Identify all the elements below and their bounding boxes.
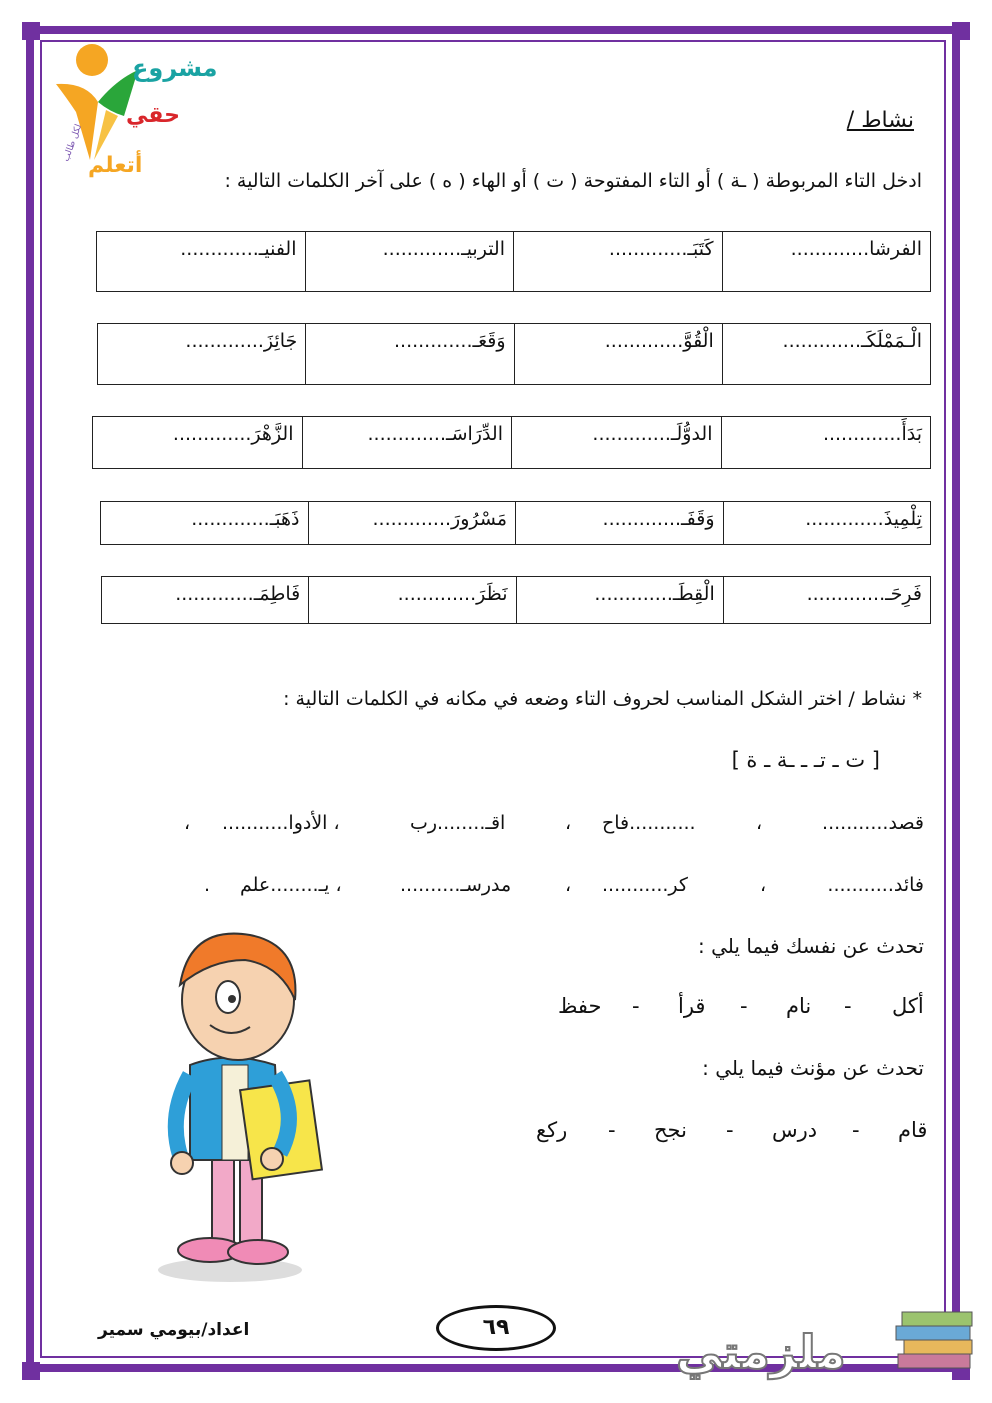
frame-corner bbox=[22, 1362, 40, 1380]
verb: أكل bbox=[892, 994, 924, 1018]
frame-corner bbox=[22, 22, 40, 40]
word-cell: جَائِزَ............. bbox=[98, 324, 306, 385]
activity1-instruction: ادخل التاء المربوطة ( ـة ) أو التاء المفتوحة ( ت ) أو الهاء ( ه ) على آخر الكلمات التالية : bbox=[224, 170, 922, 192]
word-cell: الْـمَمْلَكَـ............. bbox=[722, 324, 930, 385]
letter-choices: [ ت ـ تـ ـ ـة ـ ة ] bbox=[731, 748, 880, 772]
word-cell: التربيـ............. bbox=[305, 232, 514, 292]
dash: - bbox=[844, 994, 852, 1018]
author-credit: اعداد/بيومي سمير bbox=[98, 1320, 250, 1340]
word-cell: كَتَبَـ............. bbox=[514, 232, 723, 292]
page-number: ٦٩ bbox=[436, 1305, 556, 1351]
verb: نجح bbox=[654, 1118, 687, 1142]
fill-line-2-item: مدرسـ.......... bbox=[400, 874, 512, 896]
word-cell: الْقِطَـ............. bbox=[516, 577, 723, 624]
word-cell: الفرشا............. bbox=[722, 232, 931, 292]
dash: - bbox=[852, 1118, 860, 1142]
word-cell: وَقَفَـ............. bbox=[516, 502, 724, 545]
verb: نام bbox=[786, 994, 812, 1018]
word-cell: الدوُّلَـ............. bbox=[512, 417, 722, 469]
dash: - bbox=[632, 994, 640, 1018]
word-table-row-5 bbox=[101, 576, 931, 624]
word-cell: وَقَعَـ............. bbox=[306, 324, 514, 385]
activity2-instruction: * نشاط / اختر الشكل المناسب لحروف التاء وضعه في مكانه في الكلمات التالية : bbox=[283, 688, 922, 710]
fill-line-1-item: ، الأدوا........... bbox=[222, 812, 340, 834]
logo-side-text: لكل طالب bbox=[61, 123, 85, 164]
word-cell: ذَهَبَـ............. bbox=[101, 502, 309, 545]
word-cell: تِلْمِيذَ............. bbox=[723, 502, 931, 545]
word-cell: بَدَأَ............. bbox=[721, 417, 931, 469]
word-cell: فَرِحَـ............. bbox=[723, 577, 930, 624]
word-cell: الدِّرَاسَـ............. bbox=[302, 417, 512, 469]
brand-logo bbox=[666, 1300, 976, 1390]
verb: ركع bbox=[536, 1118, 568, 1142]
logo-project-text: مشروع bbox=[132, 54, 218, 82]
verb: درس bbox=[772, 1118, 818, 1142]
word-cell: الْقُوَّ............. bbox=[514, 324, 722, 385]
word-table-row-1 bbox=[96, 231, 931, 292]
comma: ، bbox=[184, 812, 191, 834]
verb: حفظ bbox=[558, 994, 602, 1018]
word-cell: الفنيـ............. bbox=[97, 232, 306, 292]
fill-line-1-item: اقـ........رب bbox=[410, 812, 506, 834]
fill-line-1-item: ...........فاح bbox=[602, 812, 696, 834]
comma: ، bbox=[565, 874, 572, 896]
fill-line-2-item: فائد........... bbox=[827, 874, 924, 896]
talk-female-prompt: تحدث عن مؤنث فيما يلي : bbox=[702, 1056, 924, 1080]
dash: - bbox=[740, 994, 748, 1018]
word-table-row-3 bbox=[92, 416, 931, 469]
cartoon-boy-illustration bbox=[150, 915, 340, 1285]
word-table-row-4 bbox=[100, 501, 931, 545]
word-cell: فَاطِمَـ............. bbox=[102, 577, 309, 624]
fill-line-2-item: ، يـ........علم bbox=[240, 874, 342, 896]
activity-heading: نشاط / bbox=[846, 108, 914, 133]
word-cell: الزَّهْرَ............. bbox=[93, 417, 303, 469]
logo-right-text: حقي bbox=[126, 103, 180, 128]
fill-line-2-item: كر........... bbox=[602, 874, 688, 896]
word-table-row-2 bbox=[97, 323, 931, 385]
comma: ، bbox=[565, 812, 572, 834]
frame-corner bbox=[952, 22, 970, 40]
verb: قام bbox=[898, 1118, 928, 1142]
logo-learn-text: أتعلم bbox=[88, 153, 143, 178]
fill-line-1-item: قصد........... bbox=[822, 812, 924, 834]
dash: - bbox=[726, 1118, 734, 1142]
comma: ، bbox=[760, 874, 767, 896]
verb: قرأ bbox=[678, 994, 706, 1018]
brand-text: ملزمتي bbox=[676, 1325, 846, 1379]
dash: - bbox=[608, 1118, 616, 1142]
comma: ، bbox=[756, 812, 763, 834]
word-cell: مَسْرُورَ............. bbox=[308, 502, 516, 545]
word-cell: نَظَرَ............. bbox=[309, 577, 516, 624]
talk-self-prompt: تحدث عن نفسك فيما يلي : bbox=[698, 934, 924, 958]
period: . bbox=[204, 874, 211, 896]
